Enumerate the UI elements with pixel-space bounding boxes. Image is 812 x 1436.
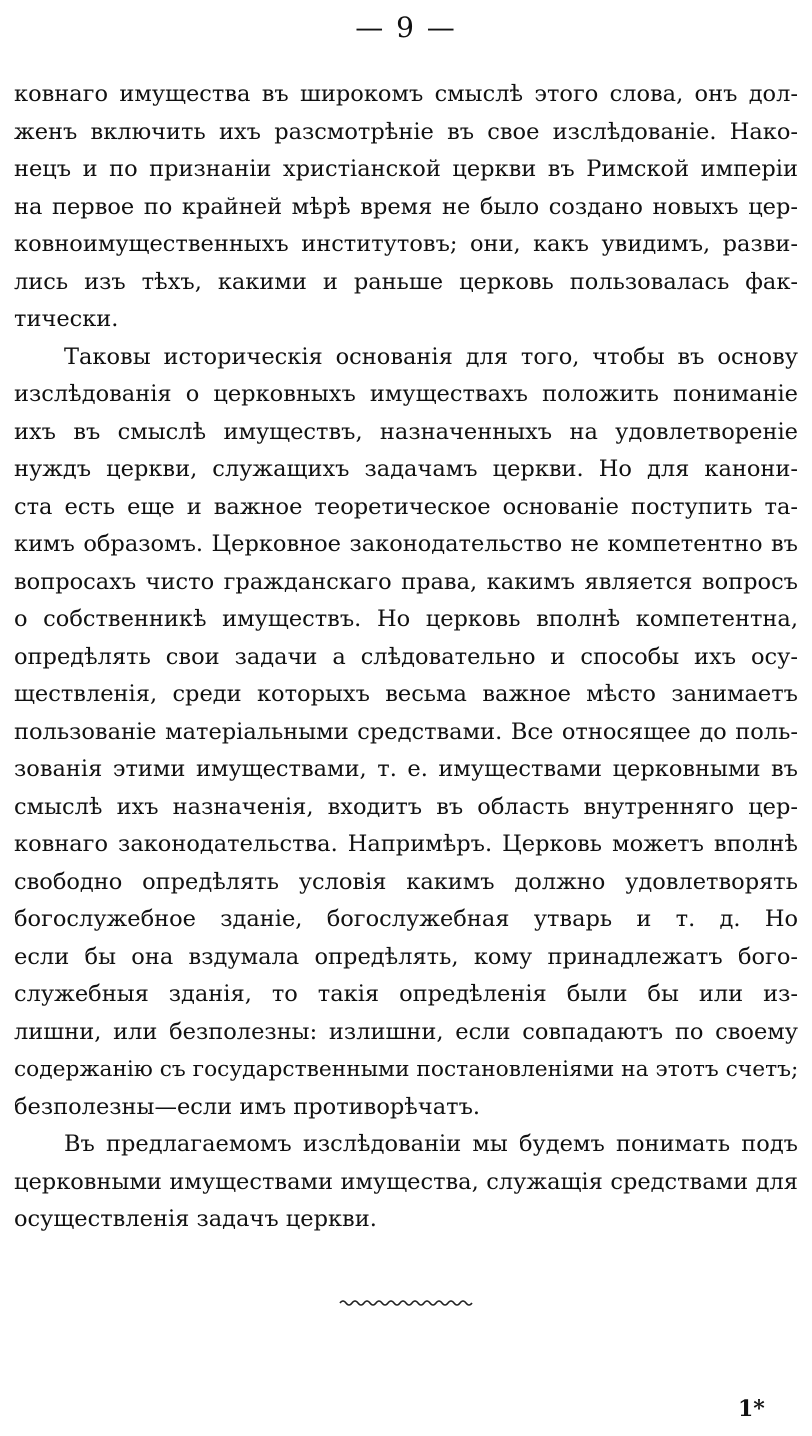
text-line: на первое по крайней мѣрѣ время не было создано новыхъ цер- <box>14 193 798 220</box>
text-line: ковнаго законодательства. Напримѣръ. Церковь можетъ вполнѣ <box>14 831 798 857</box>
text-line: ковноимущественныхъ институтовъ; они, какъ увидимъ, разви- <box>14 231 798 257</box>
paragraph-1 <box>14 76 798 339</box>
paragraph-2 <box>14 339 798 1127</box>
text-line: вопросахъ чисто гражданскаго права, какимъ является вопросъ <box>14 568 798 595</box>
text-line: изслѣдованія о церковныхъ имуществахъ положить пониманіе <box>14 381 798 407</box>
text-line: ихъ въ смыслѣ имуществъ, назначенныхъ на удовлетвореніе <box>14 418 798 445</box>
text-line: Таковы историческія основанія для того, чтобы въ основу <box>64 343 798 370</box>
text-line: кимъ образомъ. Церковное законодательство не компетентно въ <box>14 531 798 557</box>
text-line: свободно опредѣлять условія какимъ должно удовлетворять <box>14 868 798 895</box>
text-line: содержанію съ государственными постановленіями на этотъ счетъ; <box>14 1057 798 1082</box>
text-line: если бы она вздумала опредѣлять, кому принадлежатъ бого- <box>14 943 798 970</box>
text-line: церковными имуществами имущества, служащія средствами для <box>14 1168 798 1195</box>
text-line: богослужебное зданіе, богослужебная утварь и т. д. Но <box>14 906 798 932</box>
text-line: опредѣлять свои задачи а слѣдовательно и способы ихъ осу- <box>14 643 798 670</box>
text-line: тически. <box>14 306 119 332</box>
text-line: смыслѣ ихъ назначенія, входитъ въ область внутренняго цер- <box>14 793 798 820</box>
text-line: ста есть еще и важное теоретическое основаніе поступить та- <box>14 493 798 520</box>
text-line: ществленія, среди которыхъ весьма важное мѣсто занимаетъ <box>14 681 798 707</box>
text-line: Въ предлагаемомъ изслѣдованіи мы будемъ понимать подъ <box>64 1131 798 1157</box>
text-line: пользованіе матеріальными средствами. Все относящее до поль- <box>14 718 798 745</box>
text-line: зованія этими имуществами, т. е. имуществами церковными въ <box>14 756 798 782</box>
text-line: лись изъ тѣхъ, какими и раньше церковь пользовалась фак- <box>14 268 798 295</box>
page-number: — 9 — <box>355 11 457 44</box>
text-line: лишни, или безполезны: излишни, если совпадаютъ по своему <box>14 1018 798 1045</box>
text-line: ковнаго имущества въ широкомъ смыслѣ этого слова, онъ дол- <box>14 81 798 107</box>
wavy-divider-ornament <box>0 1296 812 1310</box>
text-line: служебныя зданія, то такія опредѣленія были бы или из- <box>14 981 798 1007</box>
body-text <box>14 76 798 1239</box>
paragraph-3 <box>14 1126 798 1239</box>
text-line: женъ включить ихъ разсмотрѣніе въ свое изслѣдованіе. Нако- <box>14 118 798 145</box>
text-line: нецъ и по признаніи христіанской церкви въ Римской имперіи <box>14 156 798 182</box>
signature-mark: 1* <box>738 1396 765 1422</box>
text-line: безполезны—если имъ противорѣчатъ. <box>14 1093 481 1120</box>
text-line: о собственникѣ имуществъ. Но церковь вполнѣ компетентна, <box>14 606 798 632</box>
text-line: нуждъ церкви, служащихъ задачамъ церкви. Но для канони- <box>14 456 798 482</box>
text-line: осуществленія задачъ церкви. <box>14 1206 377 1232</box>
